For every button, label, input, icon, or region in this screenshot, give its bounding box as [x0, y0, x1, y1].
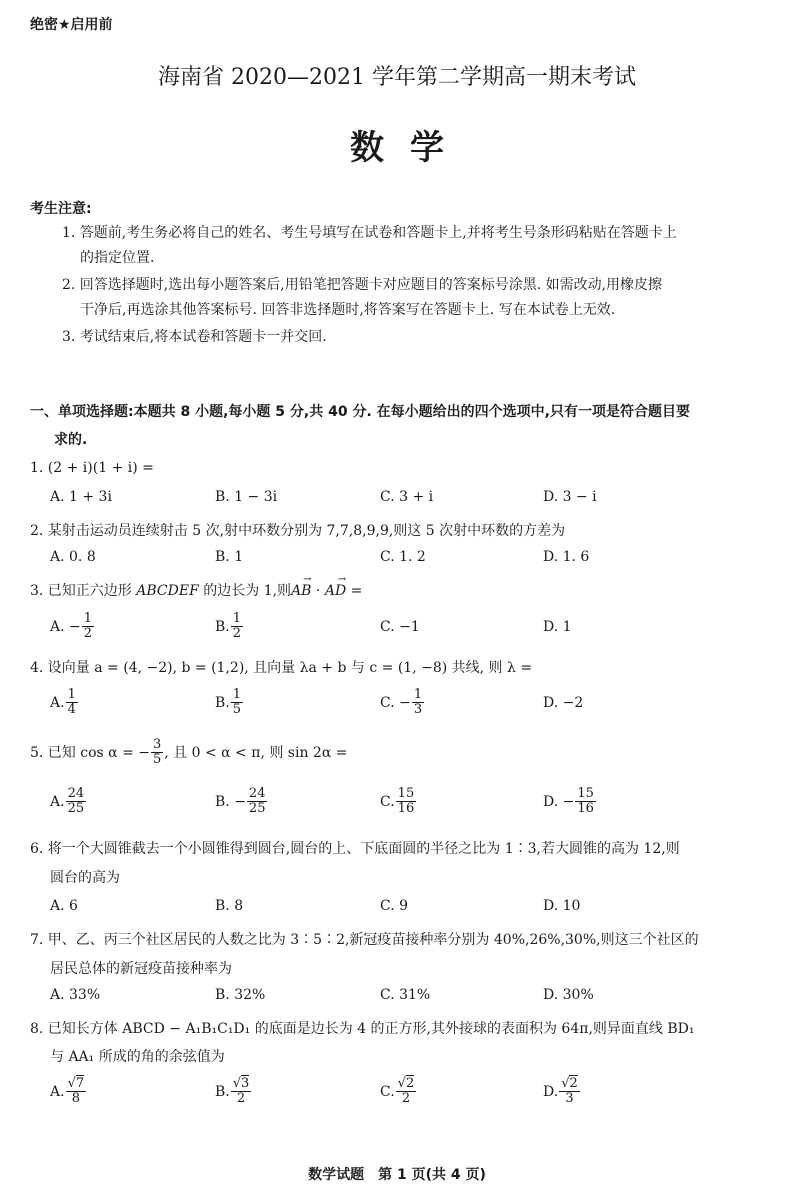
q3-dot: ·	[311, 583, 325, 599]
page-footer: 数学试题 第 1 页(共 4 页)	[308, 1167, 486, 1183]
q5-option-b: B. − $\frac{24}{25}$	[215, 786, 266, 817]
question-2-stem: 2. 某射击运动员连续射击 5 次,射中环数分别为 7,7,8,9,9,则这 5 次射中环数的方差为	[30, 523, 566, 539]
q3-polygon: ABCDEF	[136, 583, 199, 599]
question-8-stem: 8. 已知长方体 ABCD − A₁B₁C₁D₁ 的底面是边长为 4 的正方形,其外接球的表面积为 64π,则异面直线 BD₁	[30, 1021, 695, 1037]
q2-option-d: D. 1. 6	[543, 549, 590, 565]
q3-option-c: C. −1	[380, 619, 420, 635]
notice-item: 干净后,再选涂其他答案标号. 回答非选择题时,将答案写在答题卡上. 写在本试卷上无效.	[80, 302, 616, 318]
q2-option-b: B. 1	[215, 549, 244, 565]
q6-option-d: D. 10	[543, 898, 581, 914]
question-3-stem	[30, 574, 363, 600]
notice-item: 3. 考试结束后,将本试卷和答题卡一并交回.	[62, 329, 327, 345]
q7-option-b: B. 32%	[215, 987, 266, 1003]
exam-title: 海南省 2020—2021 学年第二学期高一期末考试	[158, 65, 636, 90]
q4-option-c: C. − $\frac{1}{3}$	[380, 687, 423, 718]
confidential-mark: 绝密★启用前	[30, 17, 113, 33]
q6-option-c: C. 9	[380, 898, 409, 914]
q4-option-b: B. $\frac{1}{5}$	[215, 687, 242, 718]
q8-option-b: B. $\frac{√3}{2}$	[215, 1076, 250, 1107]
q3-stem-mid: 的边长为 1,则	[198, 583, 292, 599]
question-6-stem: 6. 将一个大圆锥截去一个小圆锥得到圆台,圆台的上、下底面圆的半径之比为 1∶3,若大圆锥的高为 12,则	[30, 841, 680, 857]
notice-item: 2. 回答选择题时,选出每小题答案后,用铅笔把答题卡对应题目的答案标号涂黑. 如需改动,用橡皮擦	[62, 277, 663, 293]
question-4-stem: 4. 设向量 a = (4, −2), b = (1,2), 且向量 λa + b 与 c = (1, −8) 共线, 则 λ =	[30, 660, 533, 676]
q3-vector-ab: AB	[291, 583, 312, 599]
q3-stem-pre: 3. 已知正六边形	[30, 583, 137, 599]
q5-option-c: C. $\frac{15}{16}$	[380, 786, 415, 817]
q3-option-d: D. 1	[543, 619, 572, 635]
section-heading: 一、单项选择题:本题共 8 小题,每小题 5 分,共 40 分. 在每小题给出的四个选项中,只有一项是符合题目要	[30, 404, 690, 420]
notice-heading: 考生注意:	[30, 201, 92, 217]
q6-option-b: B. 8	[215, 898, 244, 914]
q3-vector-ad: AD	[324, 583, 347, 599]
q1-option-c: C. 3 + i	[380, 489, 434, 505]
q4-option-d: D. −2	[543, 695, 584, 711]
vector-arrow-icon: →	[303, 574, 312, 585]
q4-option-a: A. $\frac{1}{4}$	[50, 687, 76, 718]
q1-option-b: B. 1 − 3i	[215, 489, 278, 505]
question-7-stem-cont: 居民总体的新冠疫苗接种率为	[50, 961, 232, 977]
q1-option-d: D. 3 − i	[543, 489, 597, 505]
notice-item: 1. 答题前,考生务必将自己的姓名、考生号填写在试卷和答题卡上,并将考生号条形码粘贴在答题卡上	[62, 225, 677, 241]
q2-option-a: A. 0. 8	[50, 549, 96, 565]
question-5-stem: 5. 已知 cos α = − $\frac{3}{5}$ , 且 0 < α < π, 则 sin 2α =	[30, 737, 348, 768]
q5-option-a: A. $\frac{24}{25}$	[50, 786, 85, 817]
q8-option-d: D. $\frac{√2}{3}$	[543, 1076, 578, 1107]
question-8-stem-cont: 与 AA₁ 所成的角的余弦值为	[50, 1049, 225, 1065]
q7-option-d: D. 30%	[543, 987, 594, 1003]
q8-option-a: A. $\frac{√7}{8}$	[50, 1076, 85, 1107]
q5-option-d: D. − $\frac{15}{16}$	[543, 786, 594, 817]
q3-option-b: B. $\frac{1}{2}$	[215, 611, 242, 642]
q1-option-a: A. 1 + 3i	[50, 489, 112, 505]
question-6-stem-cont: 圆台的高为	[50, 870, 120, 886]
vector-arrow-icon: →	[337, 574, 347, 585]
q3-stem-end: =	[346, 583, 363, 599]
question-1-stem: 1. (2 + i)(1 + i) =	[30, 460, 154, 476]
q8-option-c: C. $\frac{√2}{2}$	[380, 1076, 415, 1107]
subject-title: 数学	[350, 128, 470, 168]
q6-option-a: A. 6	[50, 898, 78, 914]
q7-option-c: C. 31%	[380, 987, 431, 1003]
question-7-stem: 7. 甲、乙、丙三个社区居民的人数之比为 3∶5∶2,新冠疫苗接种率分别为 40%,26%,30%,则这三个社区的	[30, 932, 699, 948]
q2-option-c: C. 1. 2	[380, 549, 426, 565]
q3-option-a: A. − $\frac{1}{2}$	[50, 611, 93, 642]
notice-item: 的指定位置.	[80, 250, 155, 266]
section-heading-cont: 求的.	[54, 432, 88, 448]
q7-option-a: A. 33%	[50, 987, 101, 1003]
